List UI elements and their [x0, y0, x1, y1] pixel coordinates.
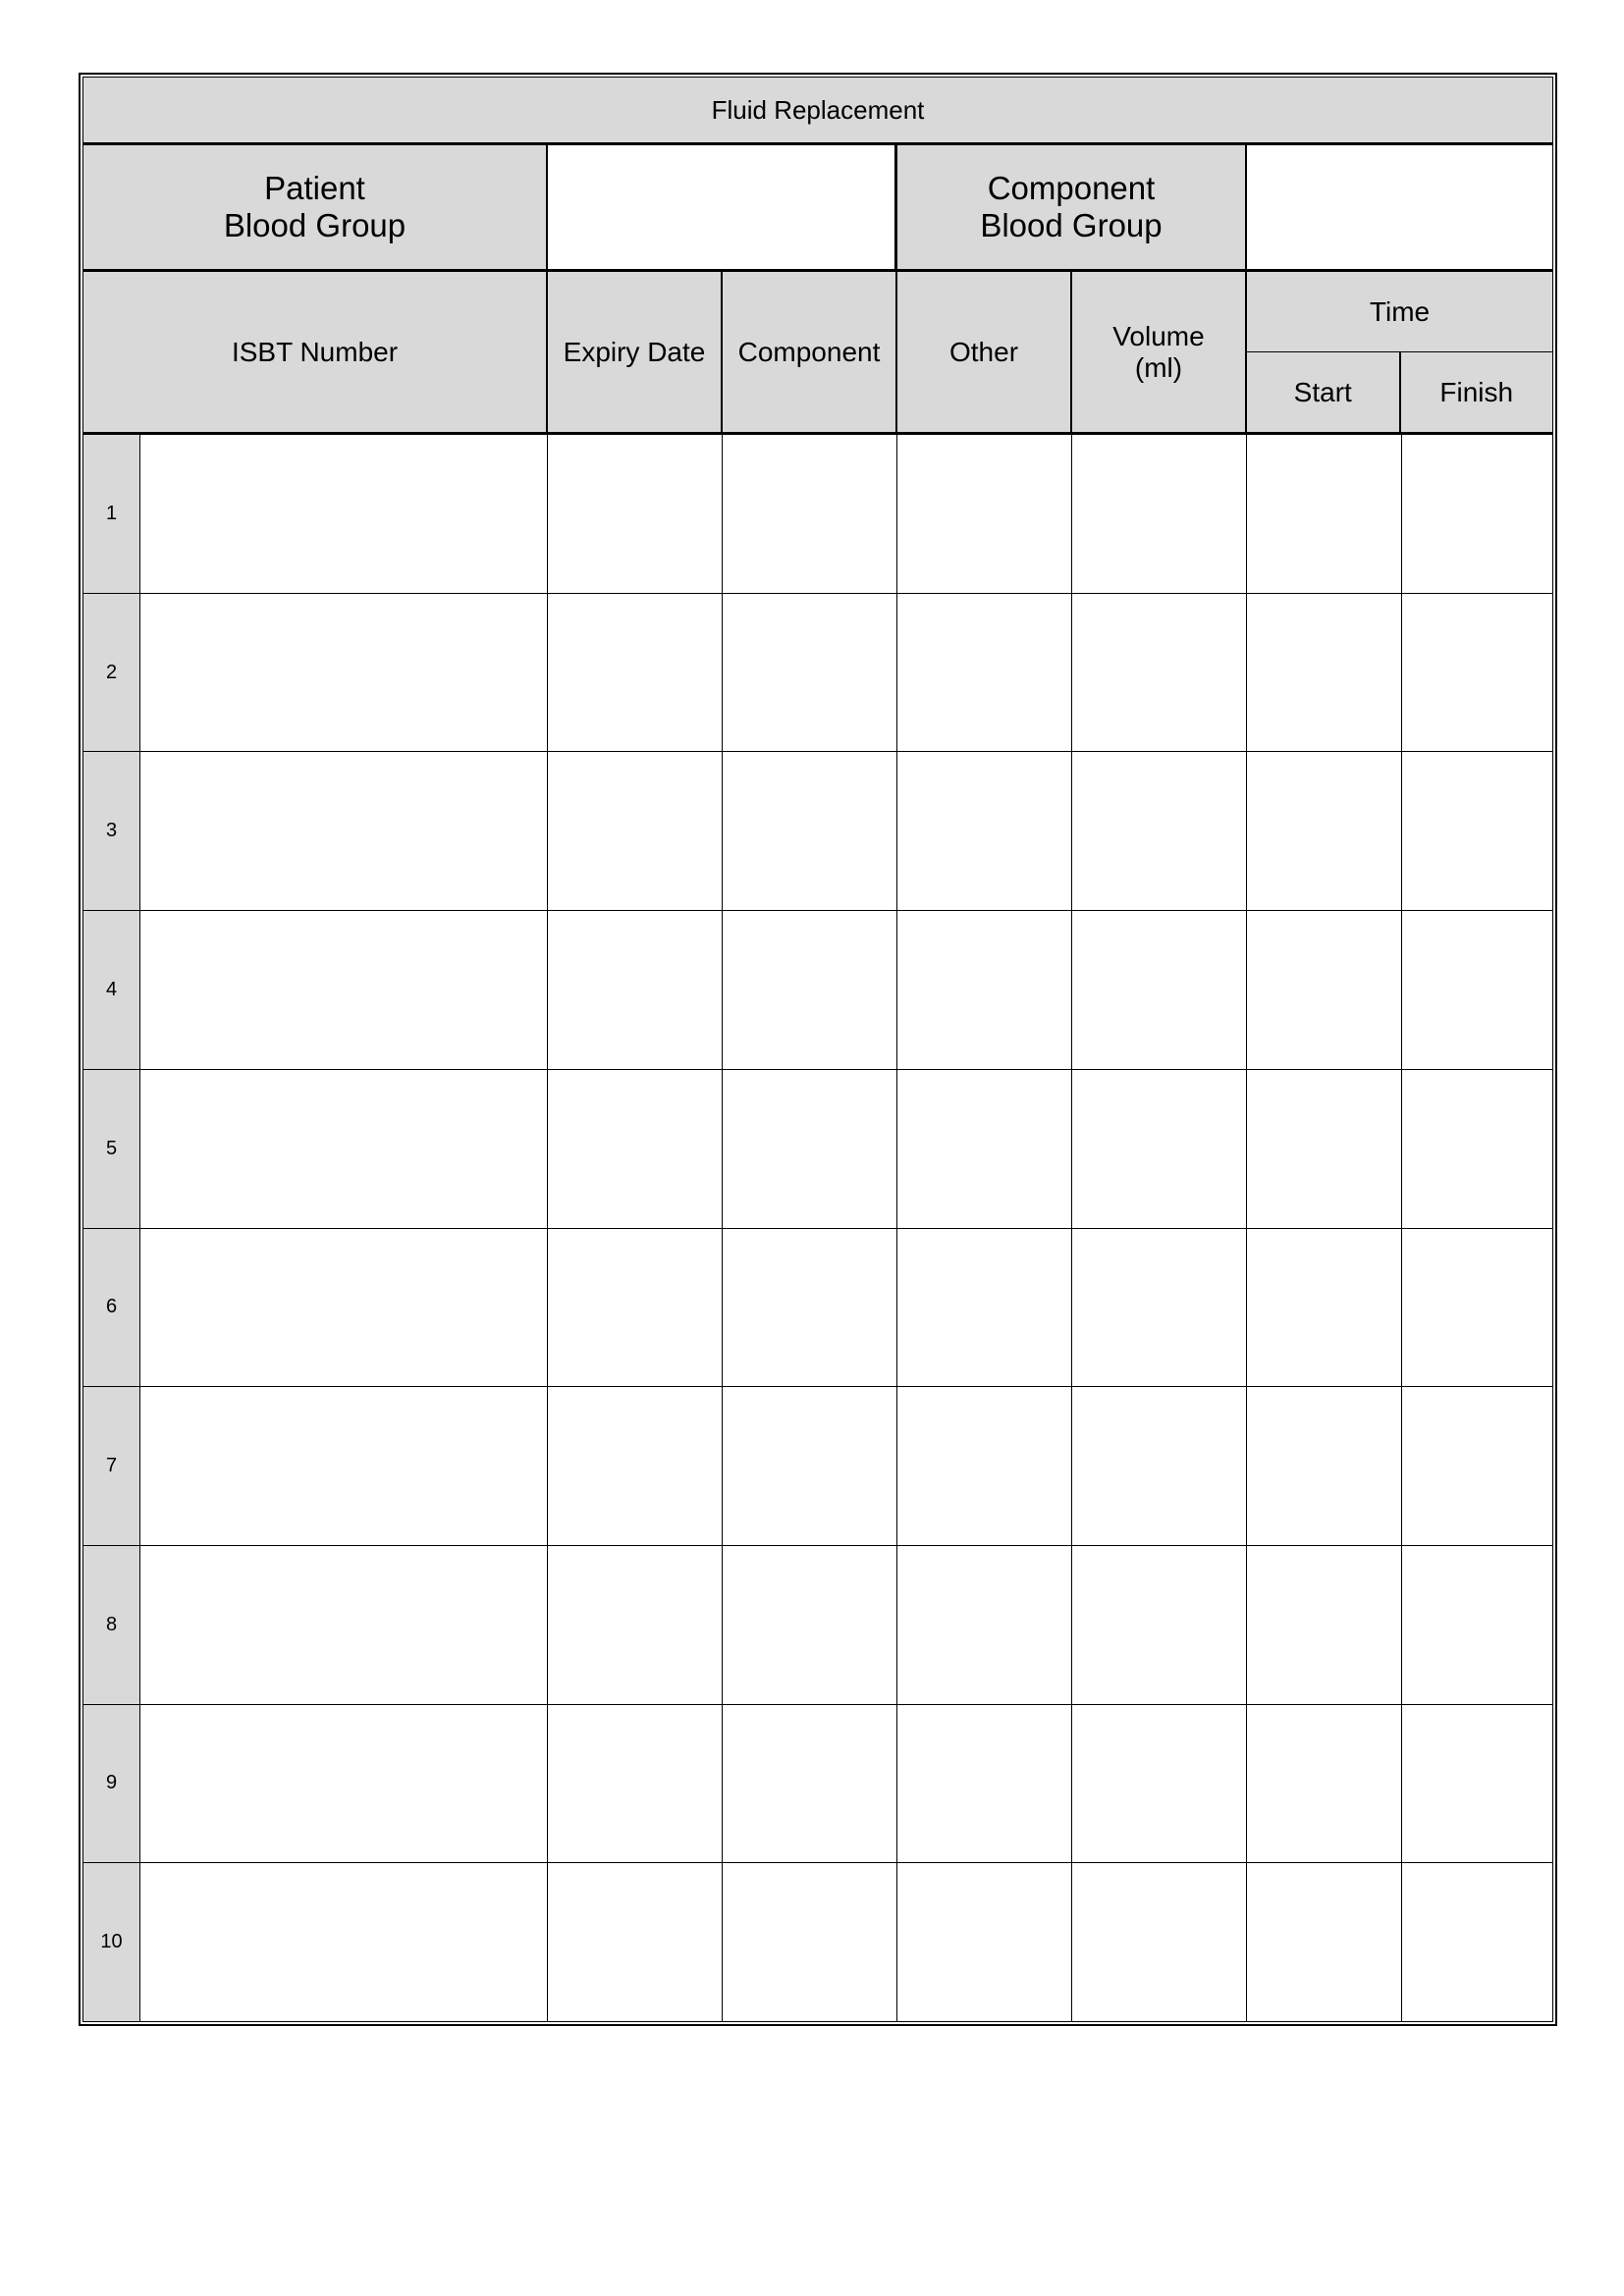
row-number: 8	[83, 1546, 140, 1704]
finish-time-cell[interactable]	[1402, 594, 1552, 752]
header-isbt-number: ISBT Number	[83, 272, 548, 432]
other-cell[interactable]	[897, 1229, 1072, 1387]
row-number: 1	[83, 435, 140, 593]
entry-rows	[83, 435, 1552, 2021]
finish-time-cell[interactable]	[1402, 1229, 1552, 1387]
isbt-number-cell[interactable]	[140, 752, 548, 910]
column-header-row	[83, 272, 1552, 435]
expiry-date-cell[interactable]	[548, 1546, 723, 1704]
component-cell[interactable]	[723, 1705, 897, 1863]
table-row	[83, 752, 1552, 911]
start-time-cell[interactable]	[1247, 1705, 1402, 1863]
finish-time-cell[interactable]	[1402, 435, 1552, 593]
other-cell[interactable]	[897, 435, 1072, 593]
header-time: Time	[1247, 272, 1552, 352]
table-row	[83, 1070, 1552, 1229]
volume-cell[interactable]	[1072, 1070, 1247, 1228]
expiry-date-cell[interactable]	[548, 911, 723, 1069]
start-time-cell[interactable]	[1247, 752, 1402, 910]
form-title: Fluid Replacement	[83, 78, 1552, 145]
component-cell[interactable]	[723, 911, 897, 1069]
start-time-cell[interactable]	[1247, 594, 1402, 752]
expiry-date-cell[interactable]	[548, 1387, 723, 1545]
volume-cell[interactable]	[1072, 435, 1247, 593]
start-time-cell[interactable]	[1247, 1546, 1402, 1704]
isbt-number-cell[interactable]	[140, 911, 548, 1069]
table-row	[83, 1546, 1552, 1705]
table-row	[83, 435, 1552, 594]
volume-cell[interactable]	[1072, 1863, 1247, 2021]
expiry-date-cell[interactable]	[548, 752, 723, 910]
expiry-date-cell[interactable]	[548, 594, 723, 752]
component-blood-group-field[interactable]	[1247, 145, 1552, 269]
row-number: 7	[83, 1387, 140, 1545]
finish-time-cell[interactable]	[1402, 1387, 1552, 1545]
component-blood-group-label: Component Blood Group	[897, 145, 1247, 269]
header-component: Component	[723, 272, 897, 432]
volume-cell[interactable]	[1072, 911, 1247, 1069]
start-time-cell[interactable]	[1247, 435, 1402, 593]
patient-blood-group-label: Patient Blood Group	[83, 145, 548, 269]
other-cell[interactable]	[897, 752, 1072, 910]
expiry-date-cell[interactable]	[548, 435, 723, 593]
finish-time-cell[interactable]	[1402, 752, 1552, 910]
row-number: 3	[83, 752, 140, 910]
component-cell[interactable]	[723, 1546, 897, 1704]
component-cell[interactable]	[723, 752, 897, 910]
isbt-number-cell[interactable]	[140, 594, 548, 752]
start-time-cell[interactable]	[1247, 1229, 1402, 1387]
table-row	[83, 1229, 1552, 1388]
other-cell[interactable]	[897, 1070, 1072, 1228]
start-time-cell[interactable]	[1247, 1070, 1402, 1228]
row-number: 2	[83, 594, 140, 752]
isbt-number-cell[interactable]	[140, 1229, 548, 1387]
volume-cell[interactable]	[1072, 594, 1247, 752]
component-cell[interactable]	[723, 1229, 897, 1387]
patient-blood-group-field[interactable]	[548, 145, 897, 269]
other-cell[interactable]	[897, 1863, 1072, 2021]
other-cell[interactable]	[897, 911, 1072, 1069]
volume-cell[interactable]	[1072, 1229, 1247, 1387]
other-cell[interactable]	[897, 1705, 1072, 1863]
start-time-cell[interactable]	[1247, 911, 1402, 1069]
isbt-number-cell[interactable]	[140, 1546, 548, 1704]
row-number: 6	[83, 1229, 140, 1387]
component-cell[interactable]	[723, 1387, 897, 1545]
volume-cell[interactable]	[1072, 752, 1247, 910]
finish-time-cell[interactable]	[1402, 1863, 1552, 2021]
component-cell[interactable]	[723, 594, 897, 752]
component-cell[interactable]	[723, 1070, 897, 1228]
row-number: 4	[83, 911, 140, 1069]
finish-time-cell[interactable]	[1402, 1705, 1552, 1863]
table-row	[83, 911, 1552, 1070]
expiry-date-cell[interactable]	[548, 1863, 723, 2021]
row-number: 10	[83, 1863, 140, 2021]
other-cell[interactable]	[897, 1546, 1072, 1704]
volume-cell[interactable]	[1072, 1387, 1247, 1545]
blood-group-row	[83, 145, 1552, 272]
isbt-number-cell[interactable]	[140, 1387, 548, 1545]
form-table	[82, 77, 1553, 2022]
finish-time-cell[interactable]	[1402, 1546, 1552, 1704]
header-start: Start	[1247, 352, 1401, 432]
row-number: 9	[83, 1705, 140, 1863]
other-cell[interactable]	[897, 594, 1072, 752]
component-cell[interactable]	[723, 1863, 897, 2021]
start-time-cell[interactable]	[1247, 1863, 1402, 2021]
finish-time-cell[interactable]	[1402, 911, 1552, 1069]
table-row	[83, 594, 1552, 753]
table-row	[83, 1705, 1552, 1864]
header-time-subcolumns	[1247, 352, 1552, 432]
expiry-date-cell[interactable]	[548, 1229, 723, 1387]
header-expiry-date: Expiry Date	[548, 272, 723, 432]
isbt-number-cell[interactable]	[140, 1070, 548, 1228]
volume-cell[interactable]	[1072, 1546, 1247, 1704]
row-number: 5	[83, 1070, 140, 1228]
header-finish: Finish	[1439, 376, 1514, 407]
finish-time-cell[interactable]	[1402, 1070, 1552, 1228]
header-other: Other	[897, 272, 1072, 432]
isbt-number-cell[interactable]	[140, 1863, 548, 2021]
volume-cell[interactable]	[1072, 1705, 1247, 1863]
component-cell[interactable]	[723, 435, 897, 593]
other-cell[interactable]	[897, 1387, 1072, 1545]
fluid-replacement-form	[79, 73, 1557, 2026]
table-row	[83, 1863, 1552, 2021]
table-row	[83, 1387, 1552, 1546]
start-time-cell[interactable]	[1247, 1387, 1402, 1545]
isbt-number-cell[interactable]	[140, 1705, 548, 1863]
expiry-date-cell[interactable]	[548, 1705, 723, 1863]
header-volume: Volume (ml)	[1072, 272, 1247, 432]
isbt-number-cell[interactable]	[140, 435, 548, 593]
expiry-date-cell[interactable]	[548, 1070, 723, 1228]
header-time-group	[1247, 272, 1552, 432]
